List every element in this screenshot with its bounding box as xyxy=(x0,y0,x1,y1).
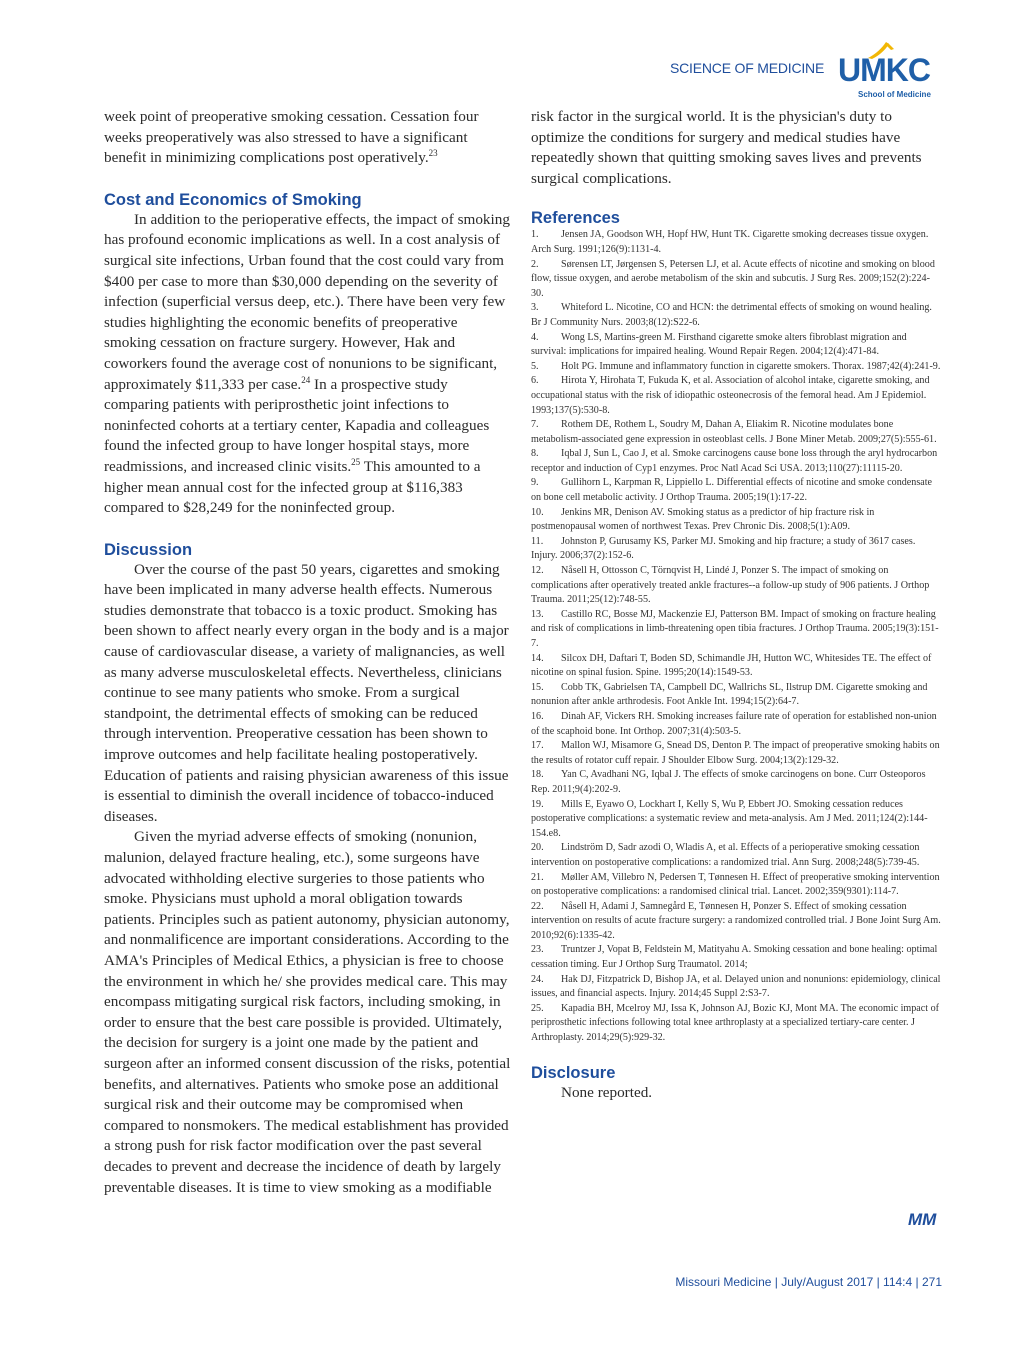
reference-item xyxy=(531,418,941,447)
reference-number: 20. xyxy=(531,842,544,854)
right-column xyxy=(531,107,941,1103)
reference-number: 2. xyxy=(531,258,539,270)
reference-text: Cobb TK, Gabrielsen TA, Campbell DC, Wallrichs SL, Ilstrup DM. Cigarette smoking and nonunion after ankle arthrodesis. Foot Ankle Int. 1994;15(2):64-7. xyxy=(531,681,928,708)
reference-number: 22. xyxy=(531,900,544,912)
reference-text: Jensen JA, Goodson WH, Hopf HW, Hunt TK. Cigarette smoking decreases tissue oxygen. Arch Surg. 1991;126(9):1131-4. xyxy=(531,229,929,255)
reference-text: Dinah AF, Vickers RH. Smoking increases failure rate of operation for established non-union of the scaphoid bone. Int Orthop. 2007;31(4):503-5. xyxy=(531,710,937,737)
reference-item xyxy=(531,871,941,900)
reference-item xyxy=(531,258,941,302)
reference-item xyxy=(531,447,941,476)
reference-text: Iqbal J, Sun L, Cao J, et al. Smoke carcinogens cause bone loss through the aryl hydrocarbon receptor and induction of Cyp1 enzymes. Proc Natl Acad Sci USA. 2013;110(27):11115-20. xyxy=(531,448,938,474)
reference-text: Jenkins MR, Denison AV. Smoking status as a predictor of hip fracture risk in postmenopausal women of northwest Texas. Prev Chronic Dis. 2008;5(1):A09. xyxy=(531,506,875,533)
reference-text: Møller AM, Villebro N, Pedersen T, Tønnesen H. Effect of preoperative smoking intervention on postoperative complications: a randomised clinical trial. Lancet. 2002;359(9301):114-7. xyxy=(531,871,940,898)
reference-number: 14. xyxy=(531,652,544,664)
paragraph: Given the myriad adverse effects of smoking (nonunion, malunion, delayed fracture healing, etc.), some surgeons have advocated withholding elective surgeries to those patients who smoke. Physicians must uphold a moral obligation towards patients. Principles such as patient autonomy, physician autonomy, and nonmalificence are important considerations. According to the AMA's Principles of Medical Ethics, a physician is free to choose the environment in which he/ she provides medical care. This may encompass mitigating surgical risk factors, including smoking, in order to ensure that the best care possible is provided. Ultimately, the decision for surgery is a joint one made by the patient and surgeon after an informed consent discussion of the risks, potential benefits, and alternatives. Patients who smoke pose an additional surgical risk and their outcome may be compromised when compared to nonsmokers. The medical establishment has provided a strong push for risk factor modification over the past several decades to prevent and decrease the incidence of death by largely preventable diseases. It is time to view smoking as a modifiable xyxy=(104,828,511,1196)
paragraph: risk factor in the surgical world. It is the physician's duty to optimize the conditions for surgery and medical studies have repeatedly shown that quitting smoking saves lives and prevents surgical complications. xyxy=(531,108,922,187)
mm-mark: MM xyxy=(908,1210,937,1229)
reference-text: Mills E, Eyawo O, Lockhart I, Kelly S, Wu P, Ebbert JO. Smoking cessation reduces postoperative complications: a systematic review and meta-analysis. Am J Med. 2011;124(2):144-154.e8. xyxy=(531,798,928,839)
reference-number: 12. xyxy=(531,565,544,577)
reference-item xyxy=(531,943,941,972)
references-heading: References xyxy=(531,209,620,228)
reference-item xyxy=(531,374,941,418)
reference-number: 23. xyxy=(531,944,544,956)
reference-item xyxy=(531,710,941,739)
reference-text: Johnston P, Gurusamy KS, Parker MJ. Smoking and hip fracture; a study of 3617 cases. Injury. 2006;37(2):152-6. xyxy=(531,535,916,562)
reference-number: 8. xyxy=(531,448,539,460)
reference-number: 19. xyxy=(531,798,544,810)
reference-item xyxy=(531,900,941,944)
disclosure-heading: Disclosure xyxy=(531,1063,616,1082)
reference-text: Holt PG. Immune and inflammatory function in cigarette smokers. Thorax. 1987;42(4):241-9. xyxy=(561,360,941,372)
reference-text: Yan C, Avadhani NG, Iqbal J. The effects of smoke carcinogens on bone. Curr Osteoporos Rep. 2011;9(4):202-9. xyxy=(531,769,926,795)
paragraph: Over the course of the past 50 years, cigarettes and smoking have been implicated in many adverse health effects. Numerous studies demonstrate that tobacco is a toxic product. Smoking has been shown to affect nearly every organ in the body and is a major cause of cardiovascular disease, a variety of malignancies, as well as many adverse musculoskeletal effects. Nevertheless, clinicians continue to see many patients who smoke. From a surgical standpoint, the detrimental effects of smoking can be reduced through intervention. Preoperative cessation has been shown to improve outcomes and help facilitate healing postoperatively. Education of patients and raising physician awareness of this issue is essential to diminish the overall incidence of tobacco-induced diseases. xyxy=(104,560,509,825)
reference-item xyxy=(531,476,941,505)
reference-item xyxy=(531,681,941,710)
reference-text: Wong LS, Martins-green M. Firsthand cigarette smoke alters fibroblast migration and survival: implications for impaired healing. Wound Repair Regen. 2004;12(4):471-84. xyxy=(531,331,907,358)
reference-number: 24. xyxy=(531,973,544,985)
footer: Missouri Medicine | July/August 2017 | 114:4 | 271 xyxy=(675,1275,942,1289)
reference-item xyxy=(531,331,941,360)
paragraph: In addition to the perioperative effects, the impact of smoking has profound economic implications as well. In a cost analysis of surgical site infections, Urban found that the cost could vary from $400 per case to more than $30,000 depending on the severity of infection (superficial versus deep, etc.). There have been very few studies highlighting the economic benefits of preoperative smoking cessation on fracture surgery. However, Hak and coworkers found the average cost of nonunions to be significant, approximately $11,333 per case.$^{24}$ In a prospective study comparing patients with periprosthetic joint infections to noninfected cohorts at a tertiary center, Kapadia and colleagues found the infected group to have longer hospital stays, more readmissions, and increased clinic visits.$^{25}$ This amounted to a higher mean annual cost for the infected group at $116,383 compared to $28,249 for the noninfected group. xyxy=(104,210,510,517)
reference-number: 21. xyxy=(531,871,544,883)
reference-item xyxy=(531,973,941,1002)
reference-item xyxy=(531,301,941,330)
reference-number: 11. xyxy=(531,535,544,547)
reference-number: 7. xyxy=(531,419,539,431)
reference-item xyxy=(531,798,941,842)
paragraph: week point of preoperative smoking cessation. Cessation four weeks preoperatively was also stressed to have a significant benefit in minimizing complications post operatively.$^{23}$ xyxy=(104,108,479,167)
reference-text: Lindström D, Sadr azodi O, Wladis A, et al. Effects of a perioperative smoking cessation intervention on postoperative complications: a randomized trial. Ann Surg. 2008;248(5):739-45. xyxy=(531,842,920,868)
reference-item xyxy=(531,535,941,564)
reference-number: 4. xyxy=(531,331,539,343)
reference-text: Whiteford L. Nicotine, CO and HCN: the detrimental effects of smoking on wound healing. Br J Community Nurs. 2003;8(12):S22-6. xyxy=(531,302,932,328)
reference-number: 9. xyxy=(531,477,539,489)
reference-text: Gullihorn L, Karpman R, Lippiello L. Differential effects of nicotine and smoke condensate on bone cell metabolic activity. J Orthop Trauma. 2005;19(1):17-22. xyxy=(531,477,933,504)
reference-text: Hirota Y, Hirohata T, Fukuda K, et al. Association of alcohol intake, cigarette smoking, and occupational status with the risk of idiopathic osteonecrosis of the femoral head. Am J Epidemiol. 1993;137(5):530-8. xyxy=(531,375,930,416)
reference-text: Mallon WJ, Misamore G, Snead DS, Denton P. The impact of preoperative smoking habits on the results of rotator cuff repair. J Shoulder Elbow Surg. 2004;13(2):129-32. xyxy=(531,740,940,766)
reference-text: Silcox DH, Daftari T, Boden SD, Schimandle JH, Hutton WC, Whitesides TE. The effect of nicotine on spinal fusion. Spine. 1995;20(14):1549-53. xyxy=(531,652,932,679)
reference-item xyxy=(531,652,941,681)
reference-item xyxy=(531,739,941,768)
reference-text: Sørensen LT, Jørgensen S, Petersen LJ, et al. Acute effects of nicotine and smoking on blood flow, tissue oxygen, and aerobe metabolism of the skin and subcutis. J Surg Res. 2009;152(2):224-30. xyxy=(531,258,935,299)
reference-text: Castillo RC, Bosse MJ, Mackenzie EJ, Patterson BM. Impact of smoking on fracture healing and risk of complications in limb-threatening open tibia fractures. J Orthop Trauma. 2005;19(3):151-7. xyxy=(531,608,939,649)
reference-number: 10. xyxy=(531,506,544,518)
reference-number: 15. xyxy=(531,681,544,693)
disclosure-text: None reported. xyxy=(561,1083,653,1101)
reference-number: 25. xyxy=(531,1002,544,1014)
references-list xyxy=(531,228,941,1045)
logo-subtext: School of Medicine xyxy=(858,90,931,99)
reference-item xyxy=(531,506,941,535)
reference-item xyxy=(531,841,941,870)
reference-number: 16. xyxy=(531,710,544,722)
reference-item xyxy=(531,768,941,797)
reference-text: Rothem DE, Rothem L, Soudry M, Dahan A, Eliakim R. Nicotine modulates bone metabolism-associated gene expression in osteoblast cells. J Bone Miner Metab. 2009;27(5):555-61. xyxy=(531,419,937,445)
reference-text: Kapadia BH, Mcelroy MJ, Issa K, Johnson AJ, Bozic KJ, Mont MA. The economic impact of periprosthetic infections following total knee arthroplasty at a specialized tertiary-care center. J Arthroplasty. 2014;29(5):929-32. xyxy=(531,1002,939,1044)
reference-number: 17. xyxy=(531,740,544,752)
discussion-heading: Discussion xyxy=(104,540,193,559)
logo-text: UMKC xyxy=(838,52,930,88)
reference-text: Hak DJ, Fitzpatrick D, Bishop JA, et al. Delayed union and nonunions: epidemiology, clinical issues, and financial aspects. Injury. 2014;45 Suppl 2:S3-7. xyxy=(531,973,941,1000)
left-column xyxy=(104,107,512,1198)
reference-number: 3. xyxy=(531,302,539,314)
umkc-logo xyxy=(838,40,948,100)
reference-number: 18. xyxy=(531,769,544,781)
reference-item xyxy=(531,608,941,652)
reference-item xyxy=(531,360,941,375)
reference-text: Truntzer J, Vopat B, Feldstein M, Matityahu A. Smoking cessation and bone healing: optimal cessation timing. Eur J Orthop Surg Traumatol. 2014; xyxy=(531,944,938,971)
reference-text: Nåsell H, Adami J, Samnegård E, Tønnesen H, Ponzer S. Effect of smoking cessation intervention on results of acute fracture surgery: a randomized controlled trial. J Bone Joint Surg Am. 2010;92(6):1335-42. xyxy=(531,900,941,941)
reference-item xyxy=(531,1002,941,1046)
section-label: SCIENCE OF MEDICINE xyxy=(670,60,825,76)
reference-number: 5. xyxy=(531,360,539,372)
reference-text: Nåsell H, Ottosson C, Törnqvist H, Lindé J, Ponzer S. The impact of smoking on complications after operatively treated ankle fractures--a follow-up study of 906 patients. J Orthop Trauma. 2011;25(12):748-55. xyxy=(531,565,930,606)
reference-number: 13. xyxy=(531,608,544,620)
cost-heading: Cost and Economics of Smoking xyxy=(104,190,362,209)
reference-number: 6. xyxy=(531,375,539,387)
reference-item xyxy=(531,564,941,608)
reference-item xyxy=(531,228,941,257)
reference-number: 1. xyxy=(531,229,539,241)
